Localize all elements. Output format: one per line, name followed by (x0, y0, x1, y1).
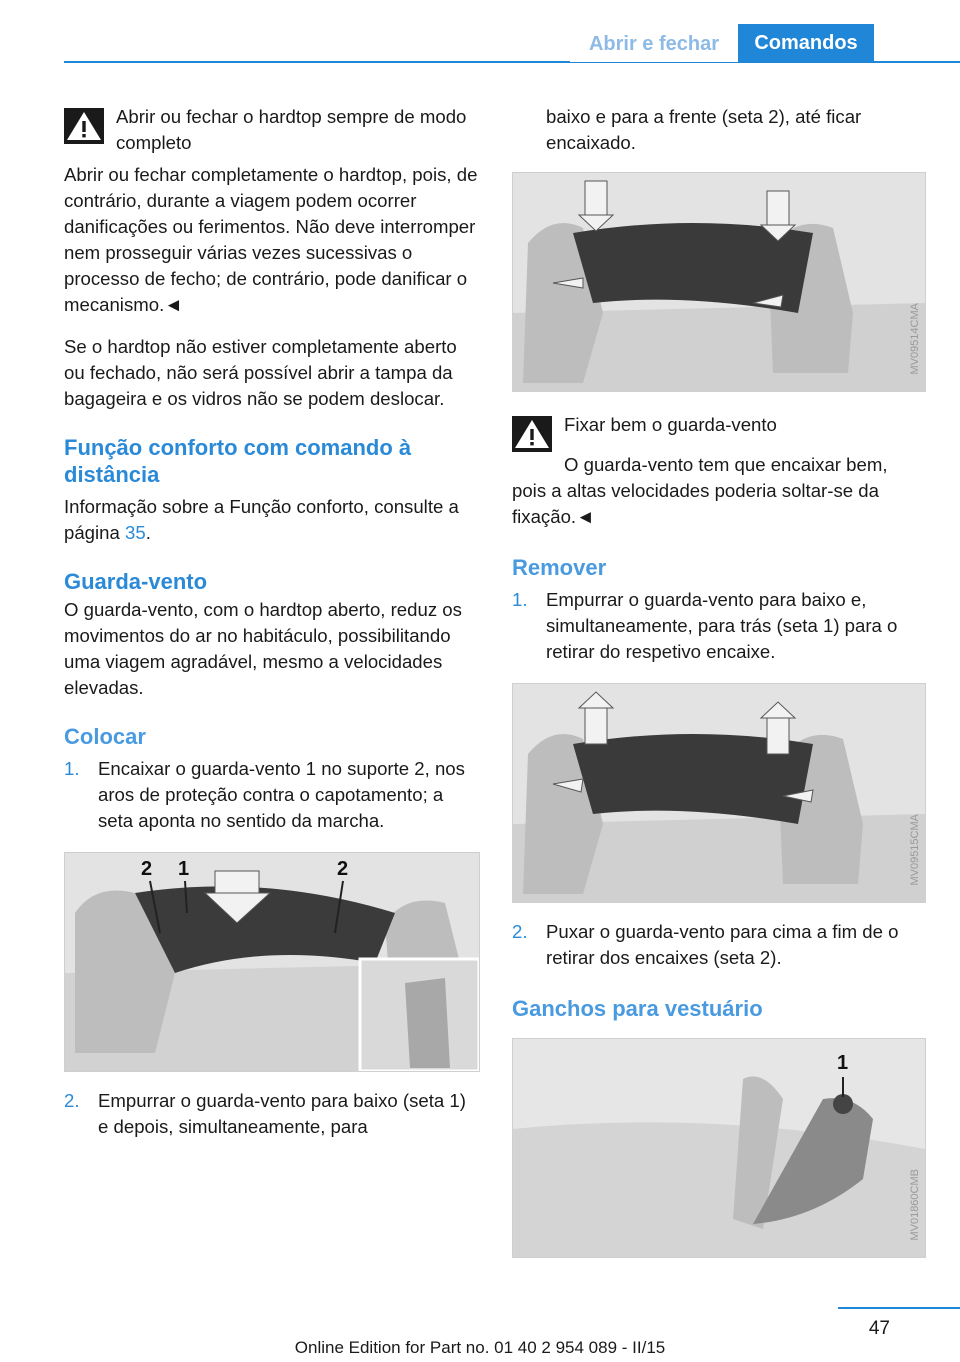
step-number: 2. (64, 1090, 80, 1111)
step-number: 2. (512, 921, 528, 942)
step-item (64, 756, 478, 834)
warning-title: Abrir ou fechar o hardtop sempre de modo completo (116, 106, 467, 153)
warning-text: Abrir ou fechar completamente o hardtop, pois, de contrário, durante a viagem podem ocorrer danificações ou ferimentos. Não deve interromper nem prosseguir várias vezes sucessivas o processo de fecho; de contrário, pode danificar o mecanismo.◄ (64, 164, 478, 315)
step-item (512, 919, 926, 971)
warning-icon (512, 416, 552, 452)
right-column (512, 104, 926, 1258)
comfort-text-main: Informação sobre a Função conforto, consulte a página (64, 496, 459, 543)
step-number: 1. (512, 589, 528, 610)
figure-code: MV09515CMA (909, 814, 921, 886)
step-text: Encaixar o guarda-vento 1 no suporte 2, nos aros de proteção contra o capotamento; a seta aponta no sentido da marcha. (98, 758, 465, 831)
warning-title: Fixar bem o guarda-vento (564, 414, 777, 435)
footer-edition: Online Edition for Part no. 01 40 2 954 089 - II/15 (294, 1338, 666, 1357)
fig-label: 1 (178, 858, 190, 880)
heading-remover: Remover (512, 555, 607, 580)
step-text: Empurrar o guarda-vento para baixo (seta 1) e depois, simultaneamente, para (98, 1090, 466, 1137)
tab-chapter[interactable]: Comandos (738, 24, 874, 62)
warning-block (512, 412, 926, 452)
step-item (64, 1088, 478, 1140)
figure-hooks (512, 1038, 926, 1258)
heading-hooks: Ganchos para vestuário (512, 996, 763, 1021)
step-number: 1. (64, 758, 80, 779)
fig-label: 1 (837, 1052, 849, 1074)
warning-block (64, 104, 478, 162)
tab-section[interactable]: Abrir e fechar (570, 26, 738, 62)
step-text: Empurrar o guarda-vento para baixo e, simultaneamente, para trás (seta 1) para o retirar do respetivo encaixe. (546, 589, 898, 662)
figure-remove (512, 683, 926, 903)
comfort-text (64, 494, 478, 546)
figure-lower (512, 172, 926, 392)
fig-label: 2 (141, 858, 153, 880)
left-column (64, 104, 478, 1140)
figure-install (64, 852, 480, 1072)
paragraph: Se o hardtop não estiver completamente aberto ou fechado, não será possível abrir a tampa da bagageira e os vidros não se podem deslocar. (64, 336, 457, 409)
warning-icon (64, 108, 104, 144)
page-number: 47 (868, 1318, 890, 1339)
figure-code: MV01860CMB (909, 1169, 921, 1241)
step-item (512, 587, 926, 665)
comfort-text-end: . (145, 522, 151, 543)
page-link[interactable]: 35 (125, 522, 146, 543)
step-text: Puxar o guarda-vento para cima a fim de o retirar dos encaixes (seta 2). (546, 921, 899, 968)
warning-text: O guarda-vento tem que encaixar bem, pois a altas velocidades poderia soltar-se da fixação.◄ (512, 454, 888, 527)
heading-wind: Guarda-vento (64, 569, 208, 594)
heading-comfort: Função conforto com comando à distância (64, 435, 412, 487)
heading-colocar: Colocar (64, 724, 146, 749)
continued-text: baixo e para a frente (seta 2), até ficar encaixado. (546, 106, 862, 153)
figure-code: MV09514CMA (909, 303, 921, 375)
wind-text: O guarda-vento, com o hardtop aberto, reduz os movimentos do ar no habitáculo, possibilitando uma viagem agradável, mesmo a velocidades elevadas. (64, 599, 462, 698)
footer-rule (838, 1307, 960, 1309)
fig-label: 2 (337, 858, 349, 880)
